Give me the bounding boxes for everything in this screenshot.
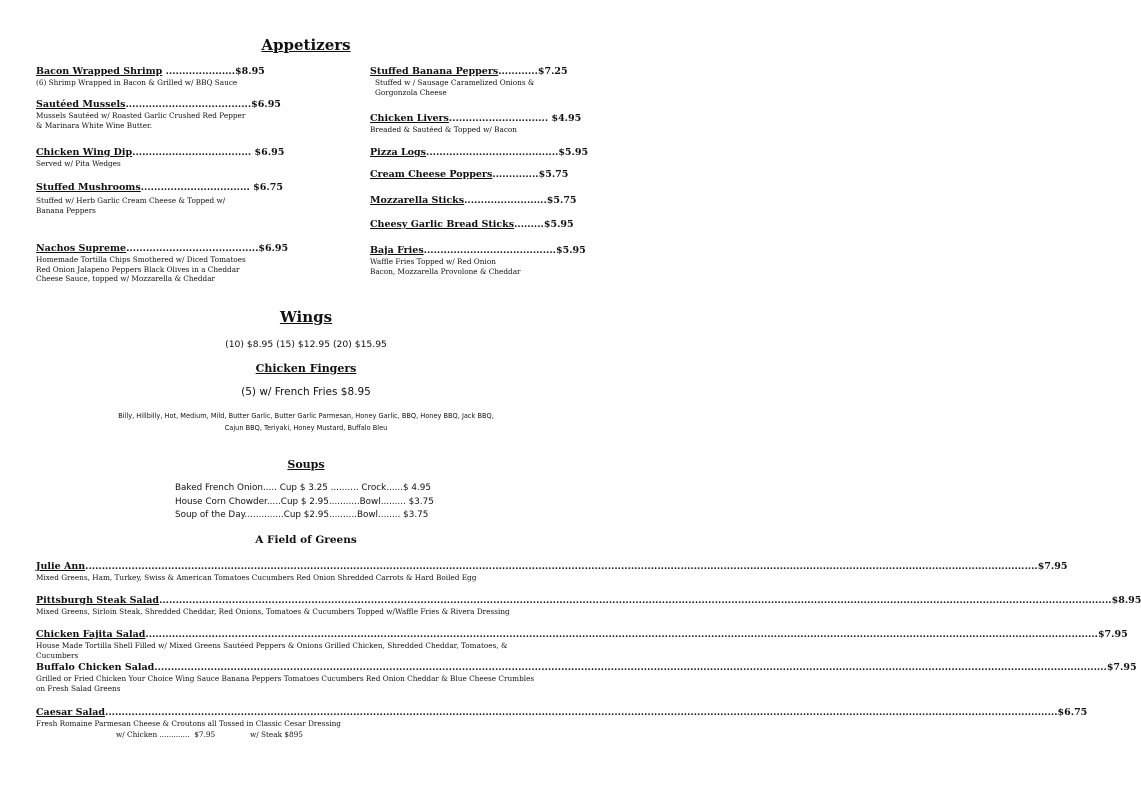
- soups-list: [175, 482, 434, 523]
- item-desc: Stuffed w/ Herb Garlic Cream Cheese & Topped w/: [36, 196, 226, 205]
- item-desc: Bacon, Mozzarella Provolone & Cheddar: [370, 266, 521, 276]
- salad-name: Pittsburgh Steak Salad: [36, 595, 160, 606]
- item-name: Baja Fries: [370, 245, 424, 256]
- salad-desc: Grilled or Fried Chicken Your Choice Wing Sauce Banana Peppers Tomatoes Cucumbers Red Onion Cheddar & Blue Cheese Crumbles on Fresh Salad Greens: [36, 674, 535, 693]
- item-desc: Homemade Tortilla Chips Smothered w/ Diced Tomatoes: [36, 255, 246, 264]
- item-price: $5.95: [543, 219, 574, 230]
- leader-dots: ....................................: [132, 147, 252, 158]
- leader-dots: ..............: [492, 169, 539, 180]
- salad-name: Chicken Fajita Salad: [36, 629, 146, 640]
- item-price: $6.95: [258, 243, 289, 254]
- greens-heading: A Field of Greens: [255, 534, 357, 546]
- chicken-fingers-heading: Chicken Fingers: [255, 362, 357, 375]
- item-desc: Banana Peppers: [36, 205, 96, 215]
- leader-dots: .....................: [162, 66, 236, 77]
- item-name: Nachos Supreme: [36, 243, 127, 254]
- menu-item-pizza-logs: [370, 147, 588, 158]
- salad-desc: Mixed Greens, Ham, Turkey, Swiss & American Tomatoes Cucumbers Red Onion Shredded Carrots & Hard Boiled Egg: [36, 573, 477, 582]
- leader-dots: ................................................................................................................................................................................................................................................................................................: [154, 662, 1107, 673]
- salad-desc: House Made Tortilla Shell Filled w/ Mixed Greens Sautéed Peppers & Onions Grilled Chicken, Shredded Cheddar, Tomatoes, & Cucumbers: [36, 641, 508, 660]
- item-desc: Mussels Sautéed w/ Roasted Garlic Crushed Red Pepper: [36, 111, 246, 120]
- salad-chicken-fajita: [36, 629, 1128, 660]
- salad-name: Julie Ann: [36, 561, 86, 572]
- wing-flavors-line-2: Cajun BBQ, Teriyaki, Honey Mustard, Buffalo Bleu: [224, 424, 388, 432]
- salad-price: $7.95: [1037, 561, 1068, 572]
- wings-prices: (10) $8.95 (15) $12.95 (20) $15.95: [225, 339, 387, 350]
- item-desc: Served w/ Pita Wedges: [36, 159, 121, 168]
- leader-dots: ................................................................................................................................................................................................................................................................................................: [85, 561, 1038, 572]
- menu-item-cheesy-garlic-bread-sticks: [370, 219, 574, 230]
- leader-dots: ............: [498, 66, 538, 77]
- salad-price: $7.95: [1106, 662, 1137, 673]
- menu-item-sauteed-mussels: [36, 99, 281, 130]
- wing-flavors-line-1: Billy, Hillbilly, Hot, Medium, Mild, Butter Garlic, Butter Garlic Parmesan, Honey Garlic, BBQ, Honey BBQ, Jack BBQ,: [118, 412, 494, 420]
- menu-item-chicken-livers: [370, 113, 581, 135]
- item-desc: Gorgonzola Cheese: [375, 87, 447, 97]
- item-name: Mozzarella Sticks: [370, 195, 465, 206]
- salad-buffalo-chicken: [36, 662, 1137, 693]
- salad-desc: Fresh Romaine Parmesan Cheese & Croutons all Tossed in Classic Cesar Dressing: [36, 719, 341, 728]
- leader-dots: ......................................: [125, 99, 252, 110]
- item-price: $5.95: [555, 245, 586, 256]
- appetizers-heading: Appetizers: [261, 36, 351, 54]
- menu-item-stuffed-banana-peppers: [370, 66, 568, 97]
- salad-name: Caesar Salad: [36, 707, 106, 718]
- item-price: $5.75: [538, 169, 569, 180]
- caesar-addons: w/ Chicken ............. $7.95 w/ Steak $895: [116, 729, 303, 739]
- leader-dots: ........................................: [126, 243, 259, 254]
- menu-item-chicken-wing-dip: [36, 147, 284, 169]
- item-price: $4.95: [548, 113, 582, 124]
- item-price: $6.95: [251, 99, 281, 110]
- leader-dots: ........................................: [423, 245, 556, 256]
- salad-price: $8.95: [1111, 595, 1141, 606]
- soup-line: House Corn Chowder.....Cup $ 2.95...........Bowl......... $3.75: [175, 496, 434, 507]
- leader-dots: ................................................................................................................................................................................................................................................................................................: [145, 629, 1098, 640]
- leader-dots: ................................................................................................................................................................................................................................................................................................: [159, 595, 1112, 606]
- leader-dots: .................................: [140, 182, 250, 193]
- item-desc: Cheese Sauce, topped w/ Mozzarella & Cheddar: [36, 274, 216, 284]
- salad-desc: Mixed Greens, Sirloin Steak, Shredded Cheddar, Red Onions, Tomatoes & Cucumbers Topped w/Waffle Fries & Rivera Dressing: [36, 607, 510, 616]
- menu-item-nachos-supreme: [36, 243, 288, 284]
- item-name: Pizza Logs: [370, 147, 427, 158]
- menu-item-cream-cheese-poppers: [370, 169, 568, 180]
- item-name: Bacon Wrapped Shrimp: [36, 66, 163, 77]
- salad-name: Buffalo Chicken Salad: [36, 662, 155, 673]
- soups-heading: Soups: [287, 458, 325, 471]
- salad-price: $7.95: [1097, 629, 1128, 640]
- item-price: $6.95: [251, 147, 285, 158]
- item-desc: Red Onion Jalapeno Peppers Black Olives in a Cheddar: [36, 264, 240, 274]
- item-name: Sautéed Mussels: [36, 99, 126, 110]
- item-price: $5.75: [546, 195, 577, 206]
- item-desc: & Marinara White Wine Butter.: [36, 120, 153, 130]
- item-name: Stuffed Mushrooms: [36, 182, 141, 193]
- salad-price: $6.75: [1057, 707, 1088, 718]
- salad-julie-ann: [36, 561, 1068, 583]
- menu-item-bacon-wrapped-shrimp: [36, 66, 265, 88]
- leader-dots: ........................................: [426, 147, 559, 158]
- leader-dots: ................................................................................................................................................................................................................................................................................................: [105, 707, 1058, 718]
- item-name: Cheesy Garlic Bread Sticks: [370, 219, 515, 230]
- item-price: $7.25: [537, 66, 568, 77]
- leader-dots: .........: [514, 219, 544, 230]
- item-desc: (6) Shrimp Wrapped in Bacon & Grilled w/ BBQ Sauce: [36, 78, 238, 87]
- item-price: $5.95: [558, 147, 589, 158]
- menu-item-stuffed-mushrooms: [36, 182, 283, 215]
- item-desc: Stuffed w / Sausage Caramelized Onions &: [375, 78, 535, 87]
- menu-item-mozzarella-sticks: [370, 195, 577, 206]
- wings-heading: Wings: [279, 308, 333, 326]
- item-desc: Breaded & Sautéed & Topped w/ Bacon: [370, 125, 517, 134]
- chicken-fingers-price: (5) w/ French Fries $8.95: [241, 386, 371, 398]
- menu-item-baja-fries: [370, 245, 586, 276]
- soup-line: Soup of the Day..............Cup $2.95..........Bowl........ $3.75: [175, 510, 429, 520]
- item-desc: Waffle Fries Topped w/ Red Onion: [370, 257, 496, 266]
- soup-line: Baked French Onion..... Cup $ 3.25 .......... Crock......$ 4.95: [175, 483, 431, 493]
- item-name: Stuffed Banana Peppers: [370, 66, 499, 77]
- salad-caesar: [36, 707, 1088, 739]
- leader-dots: ..............................: [448, 113, 549, 124]
- leader-dots: .........................: [464, 195, 547, 206]
- item-price: $8.95: [235, 66, 265, 77]
- item-name: Chicken Livers: [370, 113, 449, 124]
- item-name: Chicken Wing Dip: [36, 147, 133, 158]
- salad-pittsburgh-steak: [36, 595, 1141, 617]
- item-price: $6.75: [249, 182, 283, 193]
- item-name: Cream Cheese Poppers: [370, 169, 493, 180]
